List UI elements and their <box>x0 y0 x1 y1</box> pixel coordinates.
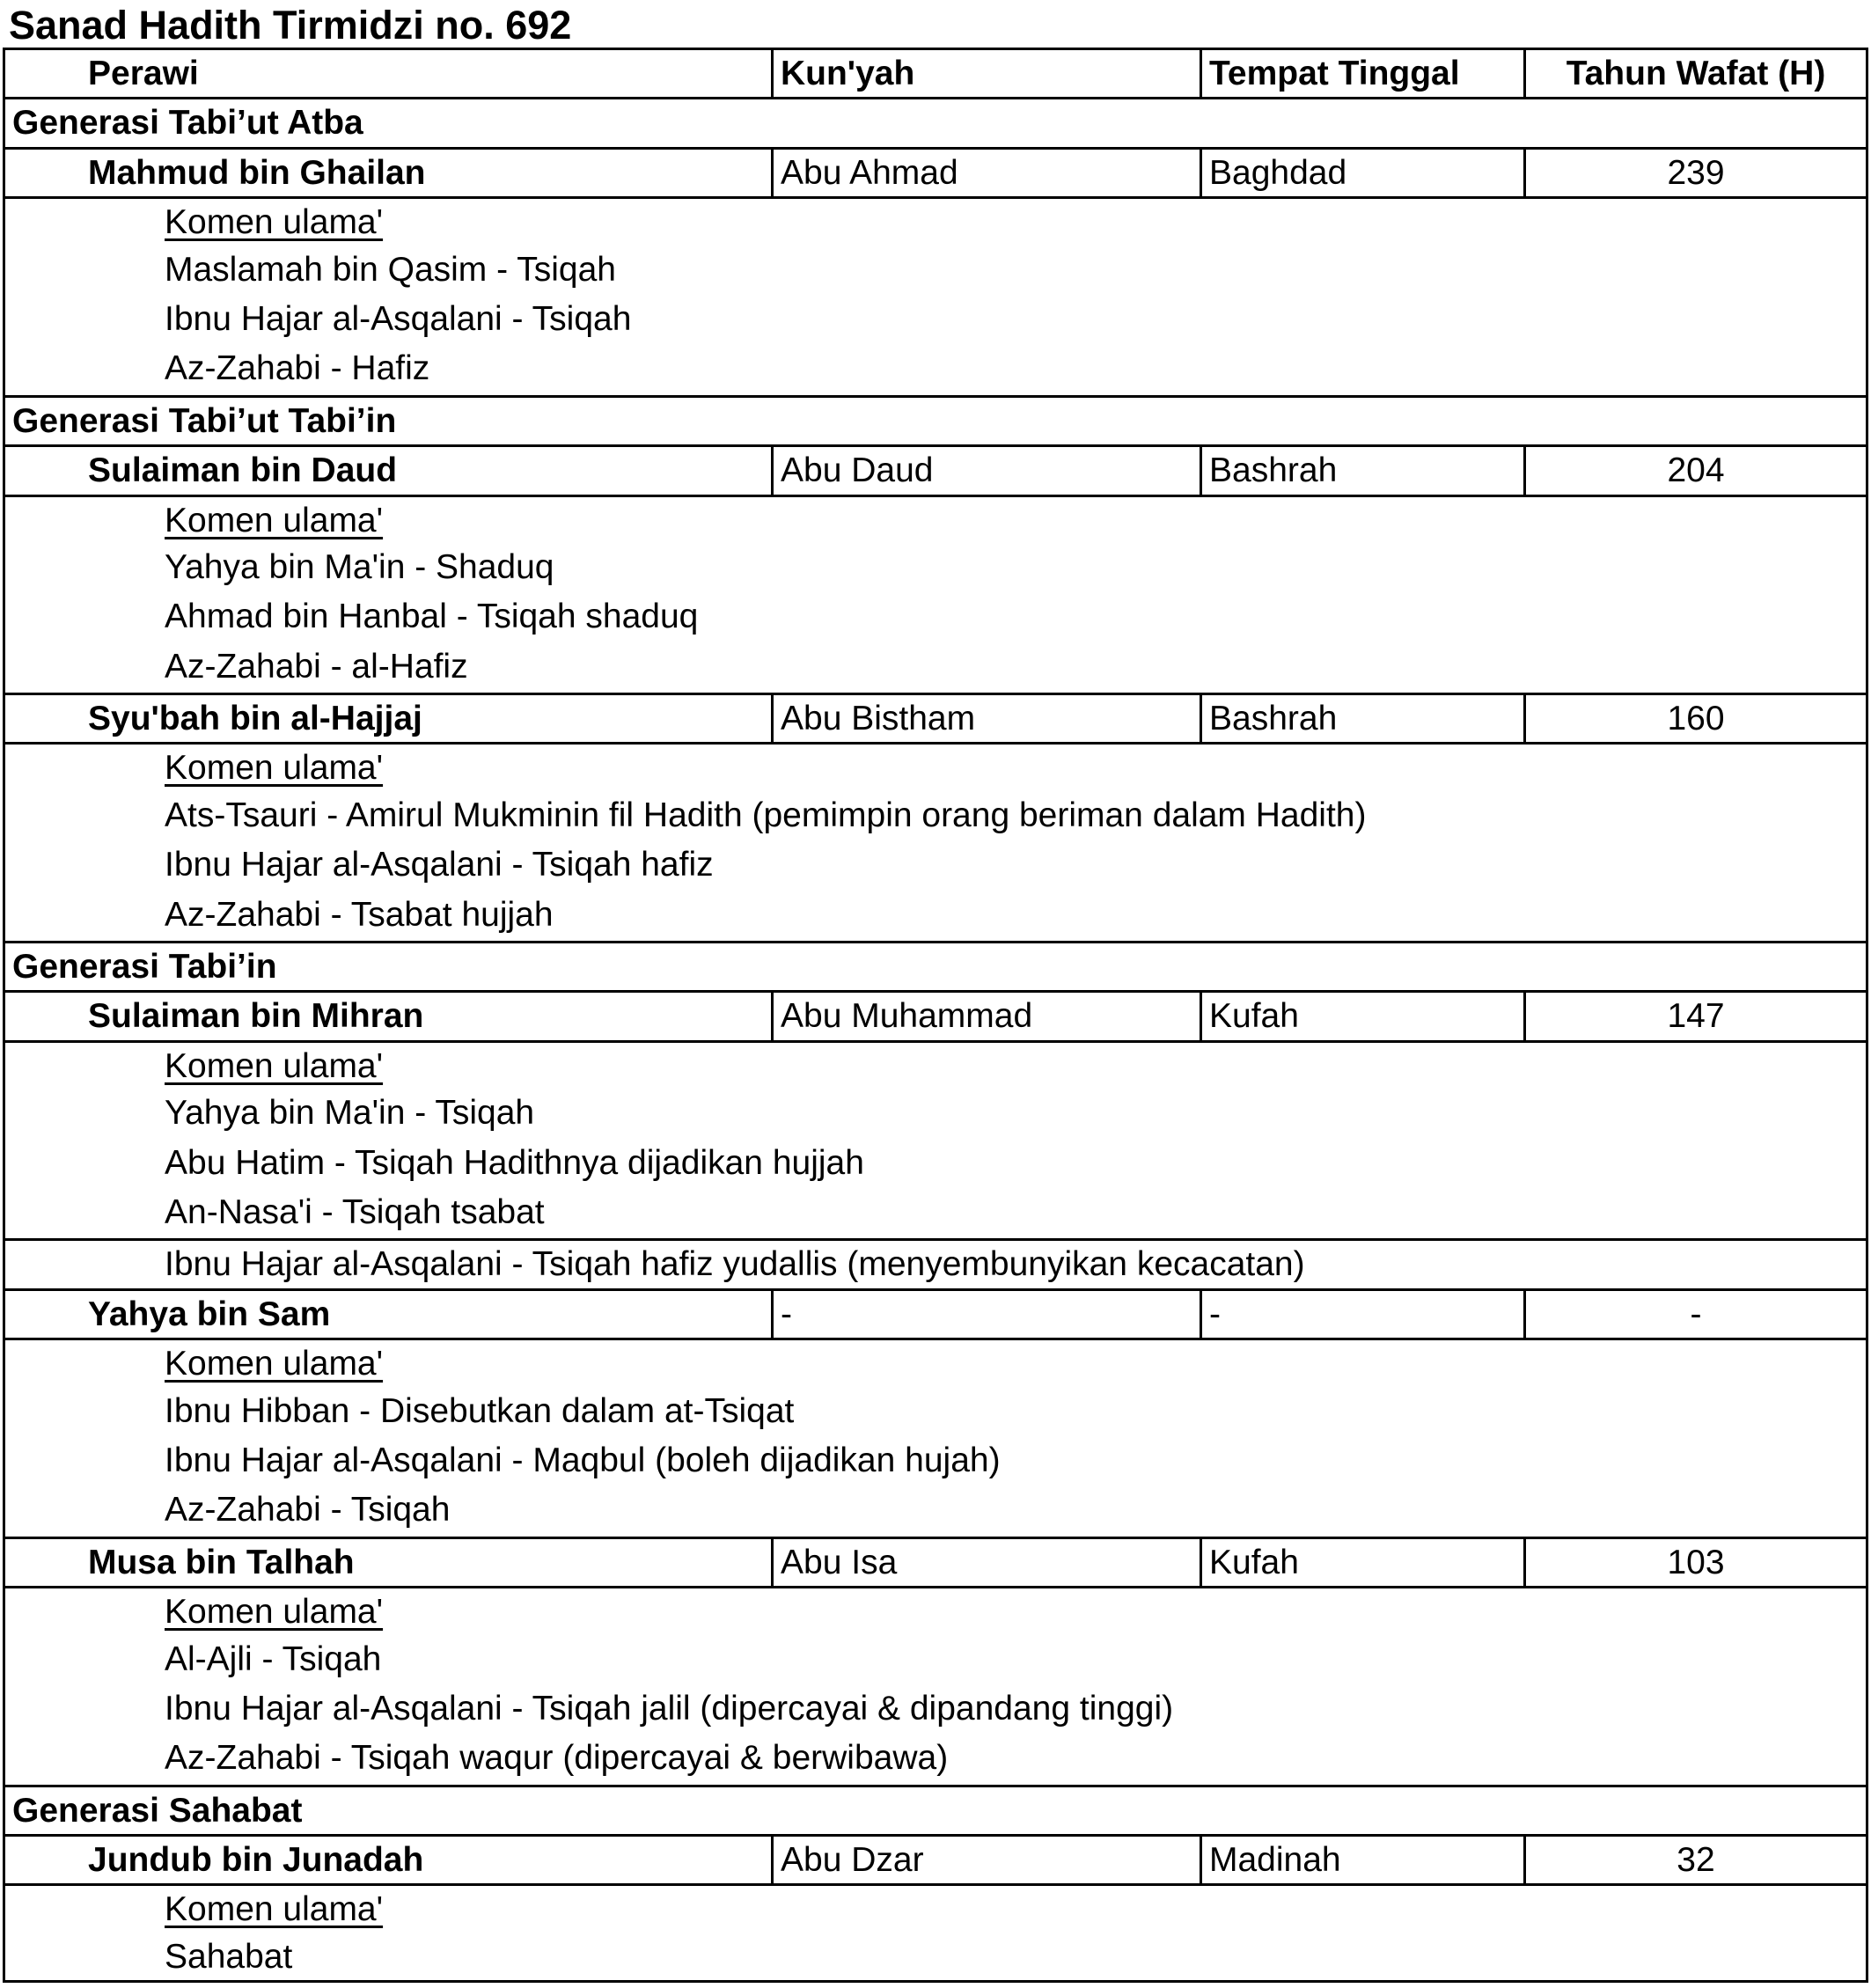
narrator-name: Musa bin Talhah <box>3 1539 771 1586</box>
narrator-death-year: 32 <box>1523 1837 1868 1883</box>
comment-text: Ats-Tsauri - Amirul Mukminin fil Hadith (pemimpin orang beriman dalam Hadith) <box>3 792 1868 841</box>
comment-text: Ibnu Hajar al-Asqalani - Tsiqah <box>3 296 1868 345</box>
comment-label-row <box>3 196 1868 246</box>
comment-label-row <box>3 1586 1868 1635</box>
comment-text: Az-Zahabi - Tsabat hujjah <box>3 891 1868 941</box>
comment-label-row <box>3 742 1868 791</box>
comment-text: Sahabat <box>3 1933 1868 1980</box>
comment-row <box>3 1238 1868 1287</box>
comment-text: An-Nasa'i - Tsiqah tsabat <box>3 1189 1868 1238</box>
narrator-row <box>3 1834 1868 1883</box>
comment-row <box>3 643 1868 693</box>
narrator-name: Mahmud bin Ghailan <box>3 150 771 196</box>
narrator-row <box>3 1288 1868 1338</box>
table-header-row <box>3 48 1868 97</box>
narrator-kunyah: Abu Dzar <box>771 1837 1200 1883</box>
comment-text: Ibnu Hibban - Disebutkan dalam at-Tsiqat <box>3 1388 1868 1437</box>
comment-label-row <box>3 1883 1868 1933</box>
narrator-death-year: - <box>1523 1291 1868 1338</box>
narrator-name: Yahya bin Sam <box>3 1291 771 1338</box>
comment-row <box>3 1189 1868 1238</box>
narrator-residence: Bashrah <box>1200 447 1523 494</box>
narrator-death-year: 160 <box>1523 695 1868 742</box>
comment-label: Komen ulama' <box>3 1588 1868 1635</box>
narrator-residence: Madinah <box>1200 1837 1523 1883</box>
narrator-kunyah: Abu Bistham <box>771 695 1200 742</box>
narrator-name: Sulaiman bin Mihran <box>3 993 771 1039</box>
page-title: Sanad Hadith Tirmidzi no. 692 <box>9 3 572 48</box>
comment-row <box>3 841 1868 891</box>
comment-row <box>3 1437 1868 1486</box>
comment-text: Ahmad bin Hanbal - Tsiqah shaduq <box>3 593 1868 642</box>
header-kunyah: Kun'yah <box>771 50 1200 97</box>
comment-row <box>3 1735 1868 1784</box>
narrator-kunyah: - <box>771 1291 1200 1338</box>
generation-name: Generasi Tabi’in <box>3 943 1868 990</box>
narrator-death-year: 239 <box>1523 150 1868 196</box>
narrator-death-year: 204 <box>1523 447 1868 494</box>
comment-row <box>3 792 1868 841</box>
comment-row <box>3 1933 1868 1983</box>
comment-label: Komen ulama' <box>3 1340 1868 1387</box>
narrator-residence: Bashrah <box>1200 695 1523 742</box>
generation-name: Generasi Tabi’ut Tabi’in <box>3 398 1868 444</box>
comment-row <box>3 296 1868 345</box>
narrator-row <box>3 147 1868 196</box>
narrator-kunyah: Abu Daud <box>771 447 1200 494</box>
comment-text: Abu Hatim - Tsiqah Hadithnya dijadikan hujjah <box>3 1140 1868 1189</box>
narrator-name: Sulaiman bin Daud <box>3 447 771 494</box>
comment-text: Az-Zahabi - Hafiz <box>3 345 1868 394</box>
generation-row <box>3 941 1868 990</box>
generation-row <box>3 395 1868 444</box>
narrator-row <box>3 990 1868 1039</box>
comment-row <box>3 345 1868 394</box>
narrator-name: Syu'bah bin al-Hajjaj <box>3 695 771 742</box>
comment-label: Komen ulama' <box>3 745 1868 791</box>
comment-row <box>3 1636 1868 1685</box>
comment-text: Ibnu Hajar al-Asqalani - Maqbul (boleh dijadikan hujah) <box>3 1437 1868 1486</box>
comment-label: Komen ulama' <box>3 1886 1868 1933</box>
comment-row <box>3 1140 1868 1189</box>
comment-label-row <box>3 495 1868 544</box>
comment-row <box>3 1388 1868 1437</box>
narrator-kunyah: Abu Muhammad <box>771 993 1200 1039</box>
comment-text: Ibnu Hajar al-Asqalani - Tsiqah jalil (dipercayai & dipandang tinggi) <box>3 1685 1868 1735</box>
comment-row <box>3 1089 1868 1139</box>
comment-text: Ibnu Hajar al-Asqalani - Tsiqah hafiz yudallis (menyembunyikan kecacatan) <box>3 1241 1868 1287</box>
narrator-row <box>3 693 1868 742</box>
comment-row <box>3 1685 1868 1735</box>
comment-text: Az-Zahabi - al-Hafiz <box>3 643 1868 693</box>
header-tahun-wafat: Tahun Wafat (H) <box>1523 50 1868 97</box>
comment-text: Ibnu Hajar al-Asqalani - Tsiqah hafiz <box>3 841 1868 891</box>
narrator-death-year: 103 <box>1523 1539 1868 1586</box>
comment-label-row <box>3 1040 1868 1089</box>
comment-label: Komen ulama' <box>3 497 1868 544</box>
sanad-table <box>3 48 1868 1983</box>
comment-row <box>3 891 1868 941</box>
comment-label: Komen ulama' <box>3 199 1868 246</box>
generation-name: Generasi Tabi’ut Atba <box>3 99 1868 146</box>
generation-name: Generasi Sahabat <box>3 1787 1868 1834</box>
comment-text: Az-Zahabi - Tsiqah waqur (dipercayai & berwibawa) <box>3 1735 1868 1784</box>
narrator-residence: Kufah <box>1200 1539 1523 1586</box>
generation-row <box>3 1785 1868 1834</box>
generation-row <box>3 97 1868 146</box>
narrator-row <box>3 1537 1868 1586</box>
narrator-residence: Baghdad <box>1200 150 1523 196</box>
narrator-death-year: 147 <box>1523 993 1868 1039</box>
comment-label-row <box>3 1338 1868 1387</box>
comment-text: Yahya bin Ma'in - Shaduq <box>3 544 1868 593</box>
narrator-kunyah: Abu Ahmad <box>771 150 1200 196</box>
comment-label: Komen ulama' <box>3 1043 1868 1089</box>
comment-row <box>3 544 1868 593</box>
narrator-residence: Kufah <box>1200 993 1523 1039</box>
comment-text: Al-Ajli - Tsiqah <box>3 1636 1868 1685</box>
header-tempat-tinggal: Tempat Tinggal <box>1200 50 1523 97</box>
comment-row <box>3 593 1868 642</box>
narrator-kunyah: Abu Isa <box>771 1539 1200 1586</box>
comment-row <box>3 1486 1868 1536</box>
header-perawi: Perawi <box>3 50 771 97</box>
comment-text: Yahya bin Ma'in - Tsiqah <box>3 1089 1868 1139</box>
comment-text: Az-Zahabi - Tsiqah <box>3 1486 1868 1536</box>
narrator-row <box>3 444 1868 494</box>
narrator-name: Jundub bin Junadah <box>3 1837 771 1883</box>
comment-row <box>3 246 1868 296</box>
comment-text: Maslamah bin Qasim - Tsiqah <box>3 246 1868 296</box>
narrator-residence: - <box>1200 1291 1523 1338</box>
